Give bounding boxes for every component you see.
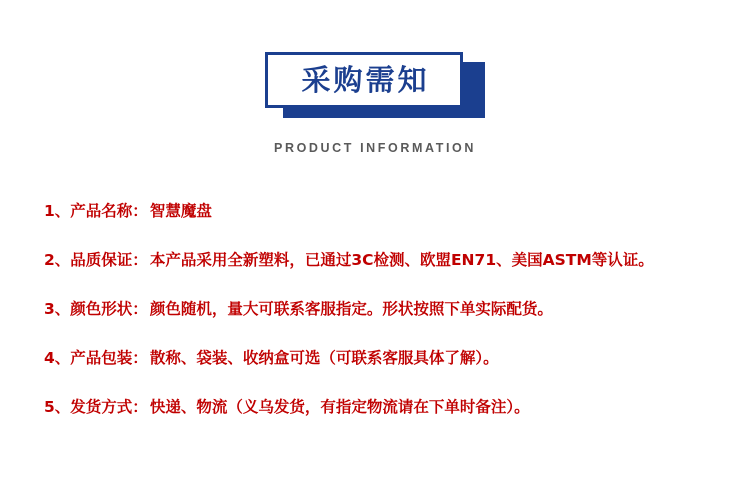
title-box [265,52,463,108]
list-item-index: 5、 [44,398,71,416]
list-item-label: 发货方式： [70,398,148,416]
list-item-value: 本产品采用全新塑料，已通过3C检测、欧盟EN71、美国ASTM等认证。 [149,251,654,269]
list-item-index: 2、 [44,251,71,269]
list-item [44,345,724,371]
list-item-value: 快递、物流（义乌发货，有指定物流请在下单时备注）。 [149,398,530,416]
list-item [44,296,724,322]
page-title: 采购需知 [301,62,430,97]
title-badge [265,52,485,118]
list-item-label: 产品包装： [70,349,148,367]
page-subtitle: PRODUCT INFORMATION [274,141,476,155]
list-item-value: 智慧魔盘 [149,202,212,220]
list-item [44,247,724,273]
list-item-value: 散称、袋装、收纳盒可选（可联系客服具体了解）。 [149,349,499,367]
page-header [0,52,750,155]
list-item-index: 1、 [44,202,71,220]
list-item-label: 品质保证： [70,251,148,269]
list-item [44,394,724,420]
list-item-label: 产品名称： [70,202,148,220]
list-item-index: 4、 [44,349,71,367]
list-item-index: 3、 [44,300,71,318]
list-item [44,198,724,224]
info-list [44,198,724,443]
list-item-label: 颜色形状： [70,300,148,318]
list-item-value: 颜色随机，量大可联系客服指定。形状按照下单实际配货。 [149,300,553,318]
